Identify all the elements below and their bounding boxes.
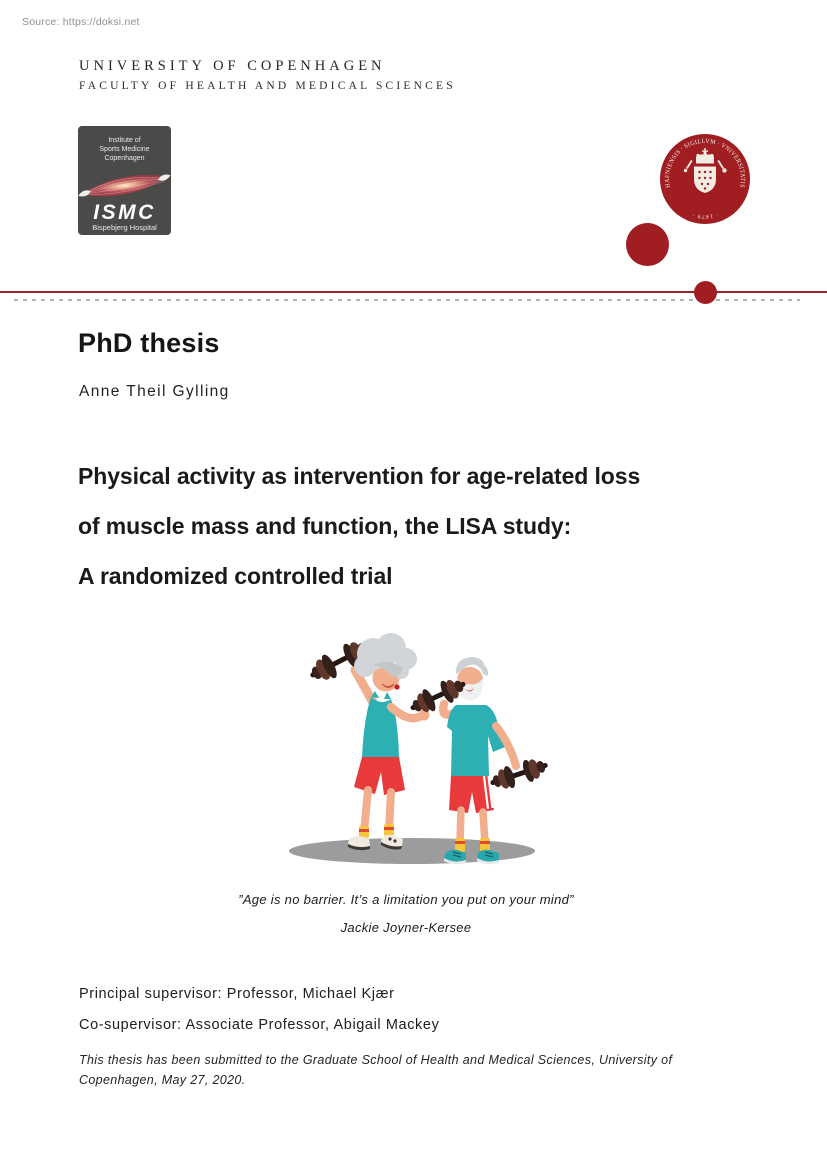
divider-dotted-artifact [14,299,800,301]
thesis-title-line2: of muscle mass and function, the LISA study: [78,513,572,539]
woman-earring [394,684,399,689]
co-supervisor-line: Co-supervisor: Associate Professor, Abigail Mackey [79,1017,440,1033]
man-tshirt [447,705,505,776]
seal-bottom-text: ∙ 1479 ∙ [690,210,720,220]
ismc-acronym: ISMC [93,201,156,224]
thesis-title-line1: Physical activity as intervention for age-related loss [78,463,641,489]
ismc-institute-line2: Sports Medicine [99,146,150,153]
woman-figure [305,633,430,850]
thesis-kind-heading: PhD thesis [78,328,220,358]
principal-supervisor-line: Principal supervisor: Professor, Michael Kjær [79,986,395,1002]
ismc-logo [78,126,171,235]
quote-attribution: Jackie Joyner-Kersee [340,920,472,935]
ismc-institute-line1: Institute of [108,137,141,144]
seal-arc-text: HAFNIENSIS ∙ SIGILLVM ∙ VNIVERSITATIS [663,137,747,189]
decorative-circle-medium [626,223,669,266]
thesis-title [78,461,758,611]
inspirational-quote: ”Age is no barrier. It’s a limitation you put on your mind” [238,892,574,907]
ismc-institute-line3: Copenhagen [104,155,145,162]
decorative-circle-small [694,281,717,304]
elderly-couple-exercise-illustration [278,614,548,868]
man-figure [406,657,548,864]
university-seal [659,133,751,225]
author-name: Anne Theil Gylling [79,383,230,400]
thesis-title-line3: A randomized controlled trial [78,563,393,589]
submission-note: This thesis has been submitted to the Graduate School of Health and Medical Sciences, University of Copenhagen, May 27, 2020. [79,1053,673,1088]
faculty-name: FACULTY OF HEALTH AND MEDICAL SCIENCES [79,80,456,92]
university-name: UNIVERSITY OF COPENHAGEN [79,58,386,74]
woman-shorts [354,757,405,795]
ismc-hospital-name: Bispebjerg Hospital [92,223,157,232]
source-note[interactable]: Source: https://doksi.net [22,16,140,28]
